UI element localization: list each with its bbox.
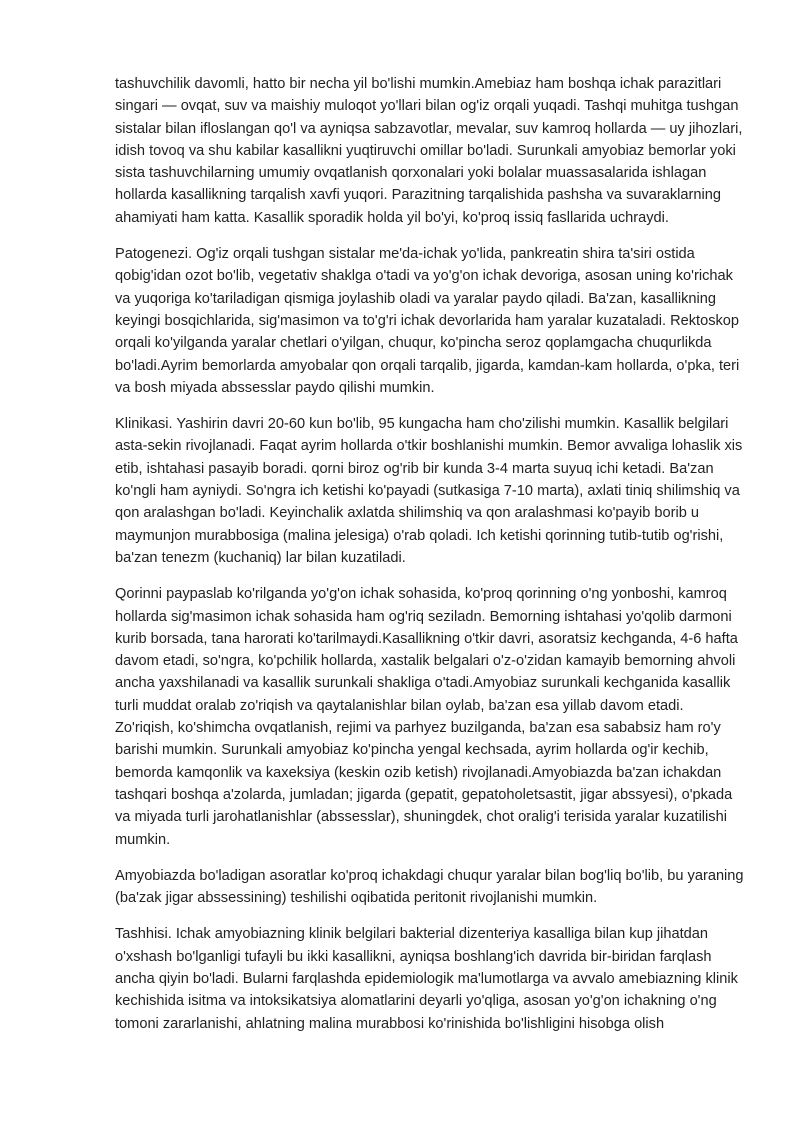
- paragraph-complications: Amyobiazda bo'ladigan asoratlar ko'proq ichakdagi chuqur yaralar bilan bog'liq bo'lib, bu yaraning (ba'zak jigar abssessining) teshilishi oqibatida peritonit rivojlanishi mumkin.: [115, 867, 744, 907]
- paragraph-transmission: tashuvchilik davomli, hatto bir necha yil bo'lishi mumkin.Amebiaz ham boshqa ichak parazitlari singari — ovqat, suv va maishiy muloqot yo'llari bilan og'iz orqali yuqadi. Tashqi muhitga tushgan sistalar bilan ifloslangan qo'l va ayniqsa sabzavotlar, mevalar, suv kamroq hollarda — uy jihozlari, idish tovoq va shu kabilar kasallikni yuqtiruvchi omillar bo'ladi. Surunkali amyobiaz bemorlar yoki sista tashuvchilarning umumiy ovqatlanish qorxonalari yoki bolalar muassasalarida ishlagan hollarda kasallikning tarqalish xavfi yuqori. Parazitning tarqalishida pashsha va suvaraklarning ahamiyati ham katta. Kasallik sporadik holda yil bo'yi, ko'proq issiq fasllarida uchraydi.: [115, 76, 743, 226]
- paragraph-abdominal-exam: Qorinni paypaslab ko'rilganda yo'g'on ichak sohasida, ko'proq qorinning o'ng yonboshi, kamroq hollarda sig'masimon ichak sohasida ham og'riq seziladn. Bemorning ishtahasi yo'qolib darmoni kurib borsada, tana harorati ko'tarilmaydi.Kasallikning o'tkir davri, asoratsiz kechganda, 4-6 hafta davom etadi, so'ngra, ko'pchilik hollarda, xastalik belgalari o'z-o'zidan kamayib bemorning ahvoli ancha yaxshilanadi va kasallik surunkali shakliga o'tadi.Amyobiaz surunkali kechganida kasallik turli muddat oralab zo'riqish va qaytalanishlar bilan oylab, ba'zan esa yillab davom etadi. Zo'riqish, ko'shimcha ovqatlanish, rejimi va parhyez buzilganda, ba'zan esa sababsiz ham ro'y barishi mumkin. Surunkali amyobiaz ko'pincha yengal kechsada, ayrim hollarda og'ir kechib, bemorda kamqonlik va kaxeksiya (keskin ozib ketish) rivojlanadi.Amyobiazda ba'zan ichakdan tashqari boshqa a'zolarda, jumladan; jigarda (gepatit, gepatoholetsastit, jigar abssyesi), o'pkada va miyada turli jarohatlanishlar (abssesslar), shuningdek, chot oralig'i terisida yaralar kuzatilishi mumkin.: [115, 586, 738, 848]
- paragraph-diagnosis: Tashhisi. Ichak amyobiazning klinik belgilari bakterial dizenteriya kasalliga bilan kup jihatdan o'xshash bo'lganligi tufayli bu ikki kasallikni, ayniqsa boshlang'ich davrida bir-biridan farqlash ancha qiyin bo'ladi. Bularni farqlashda epidemiologik ma'lumotlarga va avvalo amebiazning klinik kechishida isitma va intoksikatsiya alomatlarini deyarli yo'qliga, asosan yo'g'on ichakning o'ng tomoni zararlanishi, ahlatning malina murabbosi ko'rinishida bo'lishligini hisobga olish: [115, 926, 738, 1032]
- paragraph-pathogenesis: Patogenezi. Og'iz orqali tushgan sistalar me'da-ichak yo'lida, pankreatin shira ta'siri ostida qobig'idan ozot bo'lib, vegetativ shaklga o'tadi va yo'g'on ichak devoriga, asosan uning ko'richak va yuqoriga ko'tariladigan qismiga joylashib oladi va yaralar paydo qiladi. Ba'zan, kasallikning keyingi bosqichlarida, sig'masimon va to'g'ri ichak devorlarida ham yaralar kuzataladi. Rektoskop orqali ko'yilganda yaralar chetlari o'yilgan, chuqur, ko'pincha seroz qoplamgacha chuqurlikda bo'ladi.Ayrim bemorlarda amyobalar qon orqali tarqalib, jigarda, kamdan-kam hollarda, o'pka, teri va bosh miyada abssesslar paydo qilishi mumkin.: [115, 246, 740, 396]
- paragraph-clinical-picture: Klinikasi. Yashirin davri 20-60 kun bo'lib, 95 kungacha ham cho'zilishi mumkin. Kasallik belgilari asta-sekin rivojlanadi. Faqat ayrim hollarda o'tkir boshlanishi mumkin. Bemor avvaliga lohaslik xis etib, ishtahasi pasayib boradi. qorni biroz og'rib bir kunda 3-4 marta suyuq ichi ketadi. Ba'zan ko'ngli ham ayniydi. So'ngra ich ketishi ko'payadi (sutkasiga 7-10 marta), axlati tiniq shilimshiq va qon aralashgan bo'ladi. Keyinchalik axlatda shilimshiq va qon aralashmasi ko'payib borib u maymunjon murabbosiga (malina jelesiga) o'rab qoladi. Ich ketishi qorinning tutib-tutib og'rishi, ba'zan tenezm (kuchaniq) lar bilan kuzatiladi.: [115, 416, 743, 566]
- document-page: [115, 73, 745, 1049]
